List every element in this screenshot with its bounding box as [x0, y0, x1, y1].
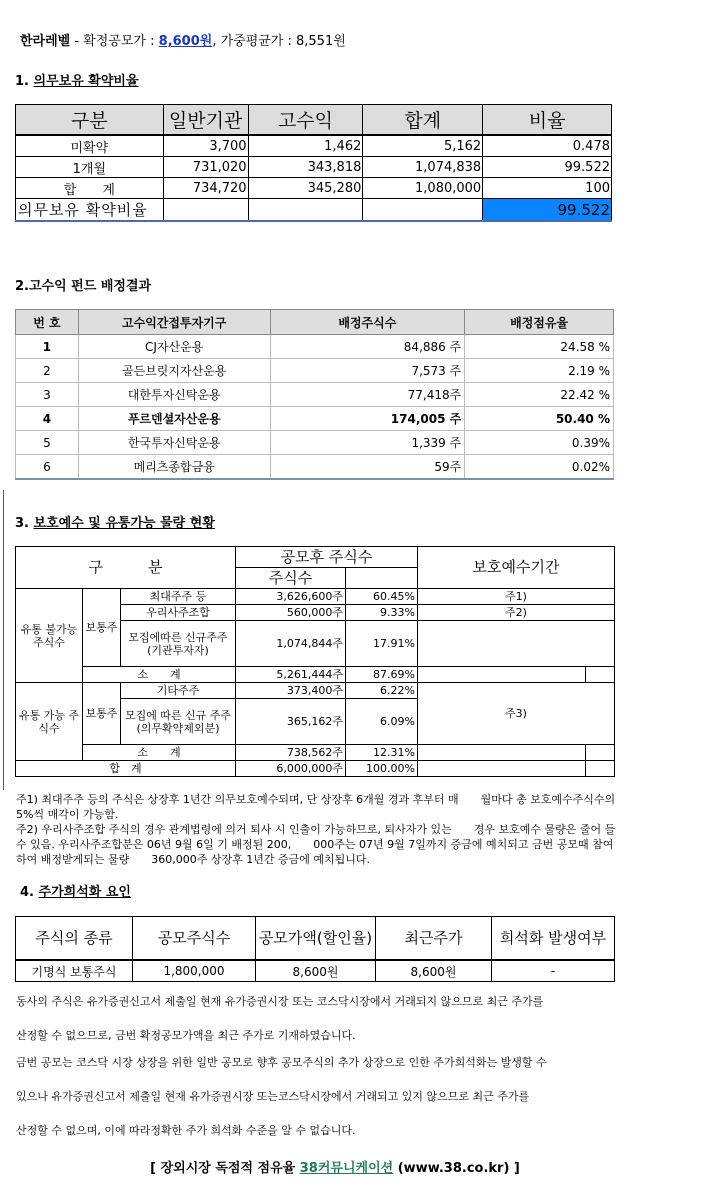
section4-title: 주가희석화 요인	[38, 885, 131, 900]
col-header: 비율	[483, 105, 612, 136]
cell: 738,562주	[236, 745, 346, 761]
cell: 22.42 %	[465, 383, 614, 407]
section1-title: 의무보유 확약비율	[33, 74, 139, 89]
cell: 6.22%	[346, 683, 418, 699]
brand-link[interactable]: 38커뮤니케이션	[299, 1161, 394, 1176]
cell: 푸르덴셜자산운용	[78, 407, 270, 431]
cell	[586, 667, 615, 683]
table-row	[16, 383, 614, 407]
section3-heading	[15, 512, 215, 531]
col-header: 배정점유율	[465, 310, 614, 335]
cell: 7,573 주	[270, 359, 465, 383]
company-name: 한라레벨	[20, 34, 71, 49]
cell: 1,074,838	[363, 157, 483, 178]
cell: 12.31%	[346, 745, 418, 761]
summary-value: 99.522	[483, 199, 612, 222]
table-header-row	[16, 310, 614, 335]
cell	[586, 745, 615, 761]
cell: 3,626,600주	[236, 589, 346, 605]
cell: 1,339 주	[270, 431, 465, 455]
paragraph-line: 있으나 유가증권신고서 제출일 현재 유가증권시장 또는코스닥시장에서 거래되고 있지 않으므로 최근 주가를	[16, 1090, 530, 1103]
cell: 모집에 따른 신규 주주 (의무확약제외분)	[121, 699, 236, 745]
fund-allocation-table	[15, 309, 614, 480]
footnotes	[16, 792, 616, 867]
cell: 1,462	[248, 135, 363, 157]
subtotal-label: 소 계	[83, 745, 236, 761]
cell: 0.478	[483, 135, 612, 157]
table-header-row	[16, 917, 615, 961]
section1-number: 1.	[15, 74, 34, 89]
lockup-ratio-table	[15, 104, 612, 222]
cell: 2.19 %	[465, 359, 614, 383]
col-header: 배정주식수	[270, 310, 465, 335]
header-shares: 공모후 주식수	[236, 547, 418, 568]
subtotal-label: 소 계	[83, 667, 236, 683]
cell: 3,700	[163, 135, 248, 157]
summary-row	[16, 199, 612, 222]
cell: 100.00%	[346, 761, 418, 777]
total-label: 합 계	[16, 761, 236, 777]
table-header-row	[16, 105, 612, 136]
cell	[418, 667, 586, 683]
header-gubun: 구 분	[16, 547, 236, 589]
footer-suffix: (www.38.co.kr) ]	[393, 1161, 520, 1176]
cell: 9.33%	[346, 605, 418, 621]
cell: 8,600원	[376, 960, 492, 982]
cell: 0.39%	[465, 431, 614, 455]
cell: 1,080,000	[363, 178, 483, 199]
offer-header	[20, 30, 346, 49]
header-lockup-period: 보호예수기간	[418, 547, 615, 589]
footnote: 주1) 최대주주 등의 주식은 상장후 1년간 의무보호예수되며, 단 상장후 6개월 경과 후부터 매 월마다 총 보호예수주식수의 5%씩 매각이 가능함.	[16, 793, 616, 821]
section4-number: 4.	[20, 885, 39, 900]
cell: 1	[16, 335, 79, 359]
offer-price: 8,600원	[158, 34, 213, 49]
col-header: 주식의 종류	[16, 917, 133, 961]
footer-prefix: [ 장외시장 독점적 점유율	[150, 1161, 300, 1176]
offer-price-label: - 확정공모가 :	[70, 34, 159, 49]
group-label: 유통 가능 주식수	[16, 683, 83, 761]
cell: 최대주주 등	[121, 589, 236, 605]
cell: 734,720	[163, 178, 248, 199]
cell: 2	[16, 359, 79, 383]
cell: 6.09%	[346, 699, 418, 745]
cell: 345,280	[248, 178, 363, 199]
col-header: 공모주식수	[133, 917, 256, 961]
table-row	[16, 135, 612, 157]
section2-heading: 2.고수익 펀드 배정결과	[15, 279, 152, 294]
section3-title: 보호예수 및 유통가능 물량 현황	[33, 516, 215, 531]
cell: 기타주주	[121, 683, 236, 699]
row-label: 미확약	[16, 135, 164, 157]
row-label: 1개월	[16, 157, 164, 178]
col-header: 일반기관	[163, 105, 248, 136]
cell: 주1)	[418, 589, 615, 605]
col-header: 고수익	[248, 105, 363, 136]
cell: 731,020	[163, 157, 248, 178]
row-label: 합 계	[16, 178, 164, 199]
lockup-table	[15, 546, 615, 777]
weighted-average: , 가중평균가 : 8,551원	[212, 34, 346, 49]
cell: 우리사주조합	[121, 605, 236, 621]
cell	[586, 761, 615, 777]
cell	[418, 621, 615, 667]
paragraph-line: 동사의 주식은 유가증권신고서 제출일 현재 유가증권시장 또는 코스닥시장에서 거래되지 않으므로 최근 주가를	[16, 995, 544, 1008]
table-row	[16, 157, 612, 178]
cell: 77,418주	[270, 383, 465, 407]
cell: 4	[16, 407, 79, 431]
table-row	[16, 407, 614, 431]
cell: 365,162주	[236, 699, 346, 745]
cell: 343,818	[248, 157, 363, 178]
col-header: 공모가액(할인율)	[256, 917, 376, 961]
cell: 59주	[270, 455, 465, 480]
cell: 6	[16, 455, 79, 480]
cell: 한국투자신탁운용	[78, 431, 270, 455]
cell: 3	[16, 383, 79, 407]
col-header: 최근주가	[376, 917, 492, 961]
col-header: 합계	[363, 105, 483, 136]
col-header: 희석화 발생여부	[492, 917, 615, 961]
cell: 560,000주	[236, 605, 346, 621]
paragraph-line: 산정할 수 없으며, 이에 따라정확한 주가 희석화 수준을 알 수 없습니다.	[16, 1124, 356, 1137]
cell: 주3)	[418, 683, 615, 745]
cell: 50.40 %	[465, 407, 614, 431]
cell: 기명식 보통주식	[16, 960, 133, 982]
paragraph-line: 금번 공모는 코스닥 시장 상장을 위한 일반 공모로 향후 공모주식의 추가 상장으로 인한 주가희석화는 발생할 수	[16, 1056, 547, 1069]
cell: 주2)	[418, 605, 615, 621]
type-label: 보통주	[83, 589, 121, 667]
paragraph-line: 산정할 수 없으므로, 금번 확정공모가액을 최근 주가로 기재하였습니다.	[16, 1029, 356, 1042]
cell: 99.522	[483, 157, 612, 178]
cell: 5,162	[363, 135, 483, 157]
cell	[163, 199, 248, 222]
cell: 24.58 %	[465, 335, 614, 359]
cell	[248, 199, 363, 222]
cell: 0.02%	[465, 455, 614, 480]
section1-heading	[15, 70, 139, 89]
cell: 5,261,444주	[236, 667, 346, 683]
cell: CJ자산운용	[78, 335, 270, 359]
cell: 100	[483, 178, 612, 199]
dilution-table	[15, 916, 615, 982]
cell: 골든브릿지자산운용	[78, 359, 270, 383]
footer	[0, 1157, 670, 1176]
left-border-line	[3, 490, 4, 790]
section4-heading	[20, 881, 131, 900]
cell: 174,005 주	[270, 407, 465, 431]
cell	[363, 199, 483, 222]
table-row	[16, 359, 614, 383]
cell: 1,074,844주	[236, 621, 346, 667]
table-row	[16, 335, 614, 359]
table-row	[16, 455, 614, 480]
cell: 60.45%	[346, 589, 418, 605]
cell: 8,600원	[256, 960, 376, 982]
cell: 17.91%	[346, 621, 418, 667]
col-header: 고수익간접투자기구	[78, 310, 270, 335]
cell	[418, 745, 586, 761]
cell: 6,000,000주	[236, 761, 346, 777]
cell: 84,886 주	[270, 335, 465, 359]
col-header: 번 호	[16, 310, 79, 335]
cell: 5	[16, 431, 79, 455]
cell	[418, 761, 586, 777]
cell: 87.69%	[346, 667, 418, 683]
header-share-count: 주식수	[236, 568, 346, 589]
cell	[346, 568, 418, 589]
cell: -	[492, 960, 615, 982]
cell: 대한투자신탁운용	[78, 383, 270, 407]
summary-label: 의무보유 확약비율	[16, 199, 164, 222]
cell: 373,400주	[236, 683, 346, 699]
type-label: 보통주	[83, 683, 121, 745]
table-row	[16, 178, 612, 199]
footnote: 주2) 우리사주조합 주식의 경우 관계법령에 의거 퇴사 시 인출이 가능하므로, 퇴사자가 있는 경우 보호예수 물량은 줄어 들 수 있음. 우리사주조합분은 06년 9월 6일 기 배정된 200, 000주는 07년 9월 7일까지 증금에 예치되고 금번 공모때 참여하여 배정받게되는 물량 360,000주 상장후 1년간 증금에 예치됩니다.	[16, 823, 616, 866]
cell: 1,800,000	[133, 960, 256, 982]
group-label: 유통 불가능 주식수	[16, 589, 83, 683]
section3-number: 3.	[15, 516, 34, 531]
cell: 메리츠종합금융	[78, 455, 270, 480]
table-row	[16, 960, 615, 982]
cell: 모집에따른 신규주주 (기관투자자)	[121, 621, 236, 667]
col-header: 구분	[16, 105, 164, 136]
table-row	[16, 431, 614, 455]
